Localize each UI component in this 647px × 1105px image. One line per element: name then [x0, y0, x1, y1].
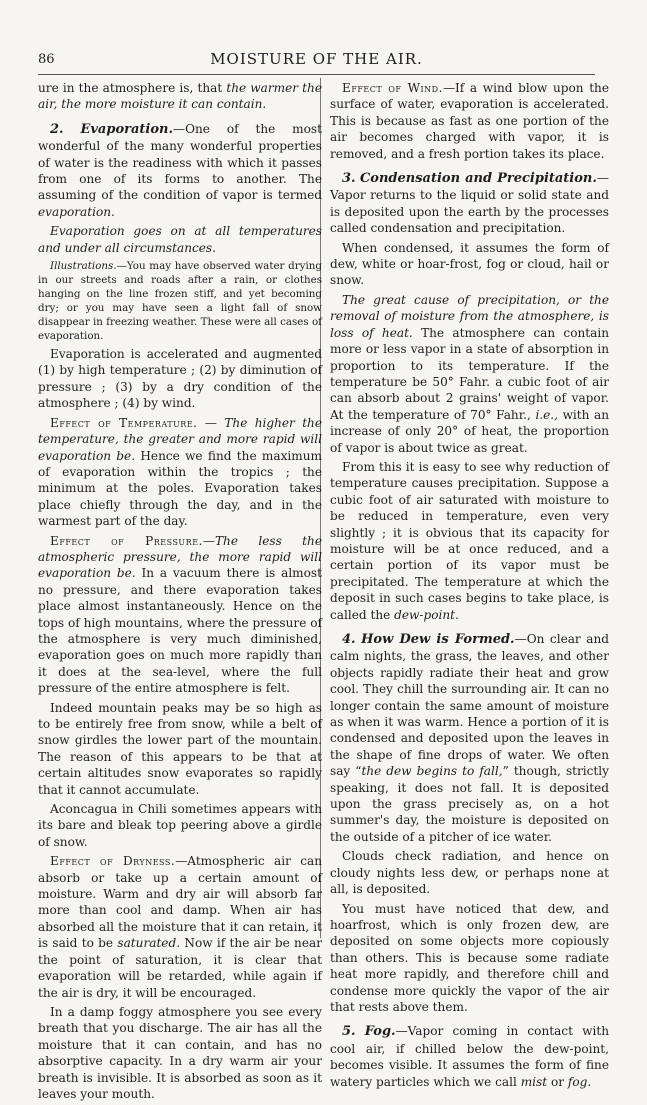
section-evaporation: 2. Evaporation.—One of the most wonderful of the many wonderful properties of water is the readiness with which it passes from one of its forms to another. The assuming of the condition of vapor is termed evaporation.: [38, 121, 322, 219]
subsection-label: Effect of Temperature.: [50, 415, 198, 430]
section-number: 5.: [342, 1024, 356, 1040]
section-title: Condensation and Precipitation.: [359, 171, 597, 187]
page-number: 86: [38, 52, 55, 67]
section-title: How Dew is Formed.: [361, 632, 515, 647]
section-title: Fog.: [364, 1024, 396, 1040]
section-number: 4.: [342, 632, 356, 647]
paragraph-clouds: Clouds check radiation, and hence on cloudy nights less dew, or perhaps none at all, is deposited.: [330, 849, 609, 897]
paragraph-aconcagua: Aconcagua in Chili sometimes appears with its bare and bleak top peering above a girdle of snow.: [38, 802, 322, 849]
left-column: [38, 80, 322, 1105]
paragraph-foggy: In a damp foggy atmosphere you see every breath that you discharge. The air has all the moisture that it can contain, and has no absorptive capacity. In a dry warm air your breath is invisible. It is absorbed as soon as it leaves your mouth.: [38, 1004, 322, 1101]
running-title: MOISTURE OF THE AIR.: [210, 50, 423, 68]
paragraph-evaporation-all: Evaporation goes on at all temperatures and under all circumstances.: [38, 224, 322, 255]
paragraph-accelerated: Evaporation is accelerated and augmented (1) by high temperature ; (2) by diminution of pressure ; (3) by a dry condition of the atmosphere ; (4) by wind.: [38, 347, 322, 411]
subsection-label: Effect of Wind.: [342, 81, 443, 95]
illustrations-note: Illustrations.—You may have observed water drying in our streets and roads after a rain, or clothes hanging on the line frozen stiff, and yet becoming dry; or you may have seen a light fall of snow disappear in freezing weather. These were all cases of evaporation.: [38, 260, 322, 343]
running-head: [38, 52, 595, 75]
paragraph-hoar-frost: You must have noticed that dew, and hoarfrost, which is only frozen dew, are deposited on some objects more copiously than others. This is because some radiate heat more rapidly, and therefore chill and condense more quickly the vapor of the air that rests above them.: [330, 901, 609, 1014]
effect-of-wind: Effect of Wind.—If a wind blow upon the surface of water, evaporation is accelerated. This is because as fast as one portion of the air becomes charged with vapor, it is removed, and a fresh portion takes its place.: [330, 81, 609, 161]
subsection-label: Effect of Pressure.: [50, 533, 203, 548]
section-number: 3.: [342, 171, 356, 187]
section-title: Evaporation.: [80, 121, 173, 137]
effect-of-temperature: Effect of Temperature. — The higher the temperature, the greater and more rapid will evaporation be. Hence we find the maximum of evaporation within the tropics ; the minimum at the poles. Evaporation takes place chiefly through the day, and in the warmest part of the day.: [38, 415, 322, 529]
paragraph-mountain: Indeed mountain peaks may be so high as to be entirely free from snow, while a belt of snow girdles the lower part of the mountain. The reason of this appears to be that at certain altitudes snow evaporates so rapidly that it cannot accumulate.: [38, 700, 322, 797]
section-fog: 5. Fog.—Vapor coming in contact with cool air, if chilled below the dew-point, becomes visible. It assumes the form of fine watery particles which we call mist or fog.: [330, 1024, 609, 1089]
section-number: 2.: [50, 121, 64, 137]
paragraph-condensed: When condensed, it assumes the form of dew, white or hoar-frost, fog or cloud, hail or snow.: [330, 240, 609, 288]
effect-of-dryness: Effect of Dryness.—Atmospheric air can absorb or take up a certain amount of moisture. Warm and dry air will absorb far more than cool and damp. When air has absorbed all the moisture that it can retain, it is said to be saturated. Now if the air be near the point of saturation, it is clear that evaporation will be retarded, while again if the air is dry, it will be encouraged.: [38, 854, 322, 1000]
paragraph-great-cause: The great cause of precipitation, or the removal of moisture from the atmosphere, is loss of heat. The atmosphere can contain more or less vapor in a state of absorption in proportion to its temperature. If the temperature be 50° Fahr. a cubic foot of air can absorb about 2 grains' weight of vapor. At the temperature of 70° Fahr., i.e., with an increase of only 20° of heat, the proportion of vapor is about twice as great.: [330, 292, 609, 455]
section-dew: 4. How Dew is Formed.—On clear and calm nights, the grass, the leaves, and other objects rapidly radiate their heat and grow cool. They chill the surrounding air. It can no longer contain the same amount of moisture as when it was warm. Hence a portion of it is condensed and deposited upon the leaves in the shape of fine drops of water. We often say “the dew begins to fall,” though, strictly speaking, it does not fall. It is deposited upon the grass precisely as, on a hot summer's day, the moisture is deposited on the outside of a pitcher of ice water.: [330, 632, 609, 844]
paragraph-dew-point: From this it is easy to see why reduction of temperature causes precipitation. Suppose a cubic foot of air saturated with moisture to be reduced in temperature, even very slightly ; it is obvious that its capacity for moisture will be at once reduced, and a certain portion of its vapor must be precipitated. The temperature at which the deposit in such cases begins to take place, is called the dew-point.: [330, 459, 609, 622]
section-condensation: 3. Condensation and Precipitation.—Vapor returns to the liquid or solid state and is deposited upon the earth by the processes called condensation and precipitation.: [330, 171, 609, 236]
effect-of-pressure: Effect of Pressure.—The less the atmospheric pressure, the more rapid will evaporation be. In a vacuum there is almost no pressure, and there evaporation takes place almost instantaneously. Hence on the tops of high mountains, where the pressure of the atmosphere is very much diminished, evaporation goes on much more rapidly than it does at the sea-level, where the full pressure of the entire atmosphere is felt.: [38, 533, 322, 696]
right-column: [330, 80, 609, 1093]
subsection-label: Effect of Dryness.: [50, 854, 176, 869]
paragraph-continuation: ure in the atmosphere is, that the warmer the air, the more moisture it can contain.: [38, 81, 322, 112]
